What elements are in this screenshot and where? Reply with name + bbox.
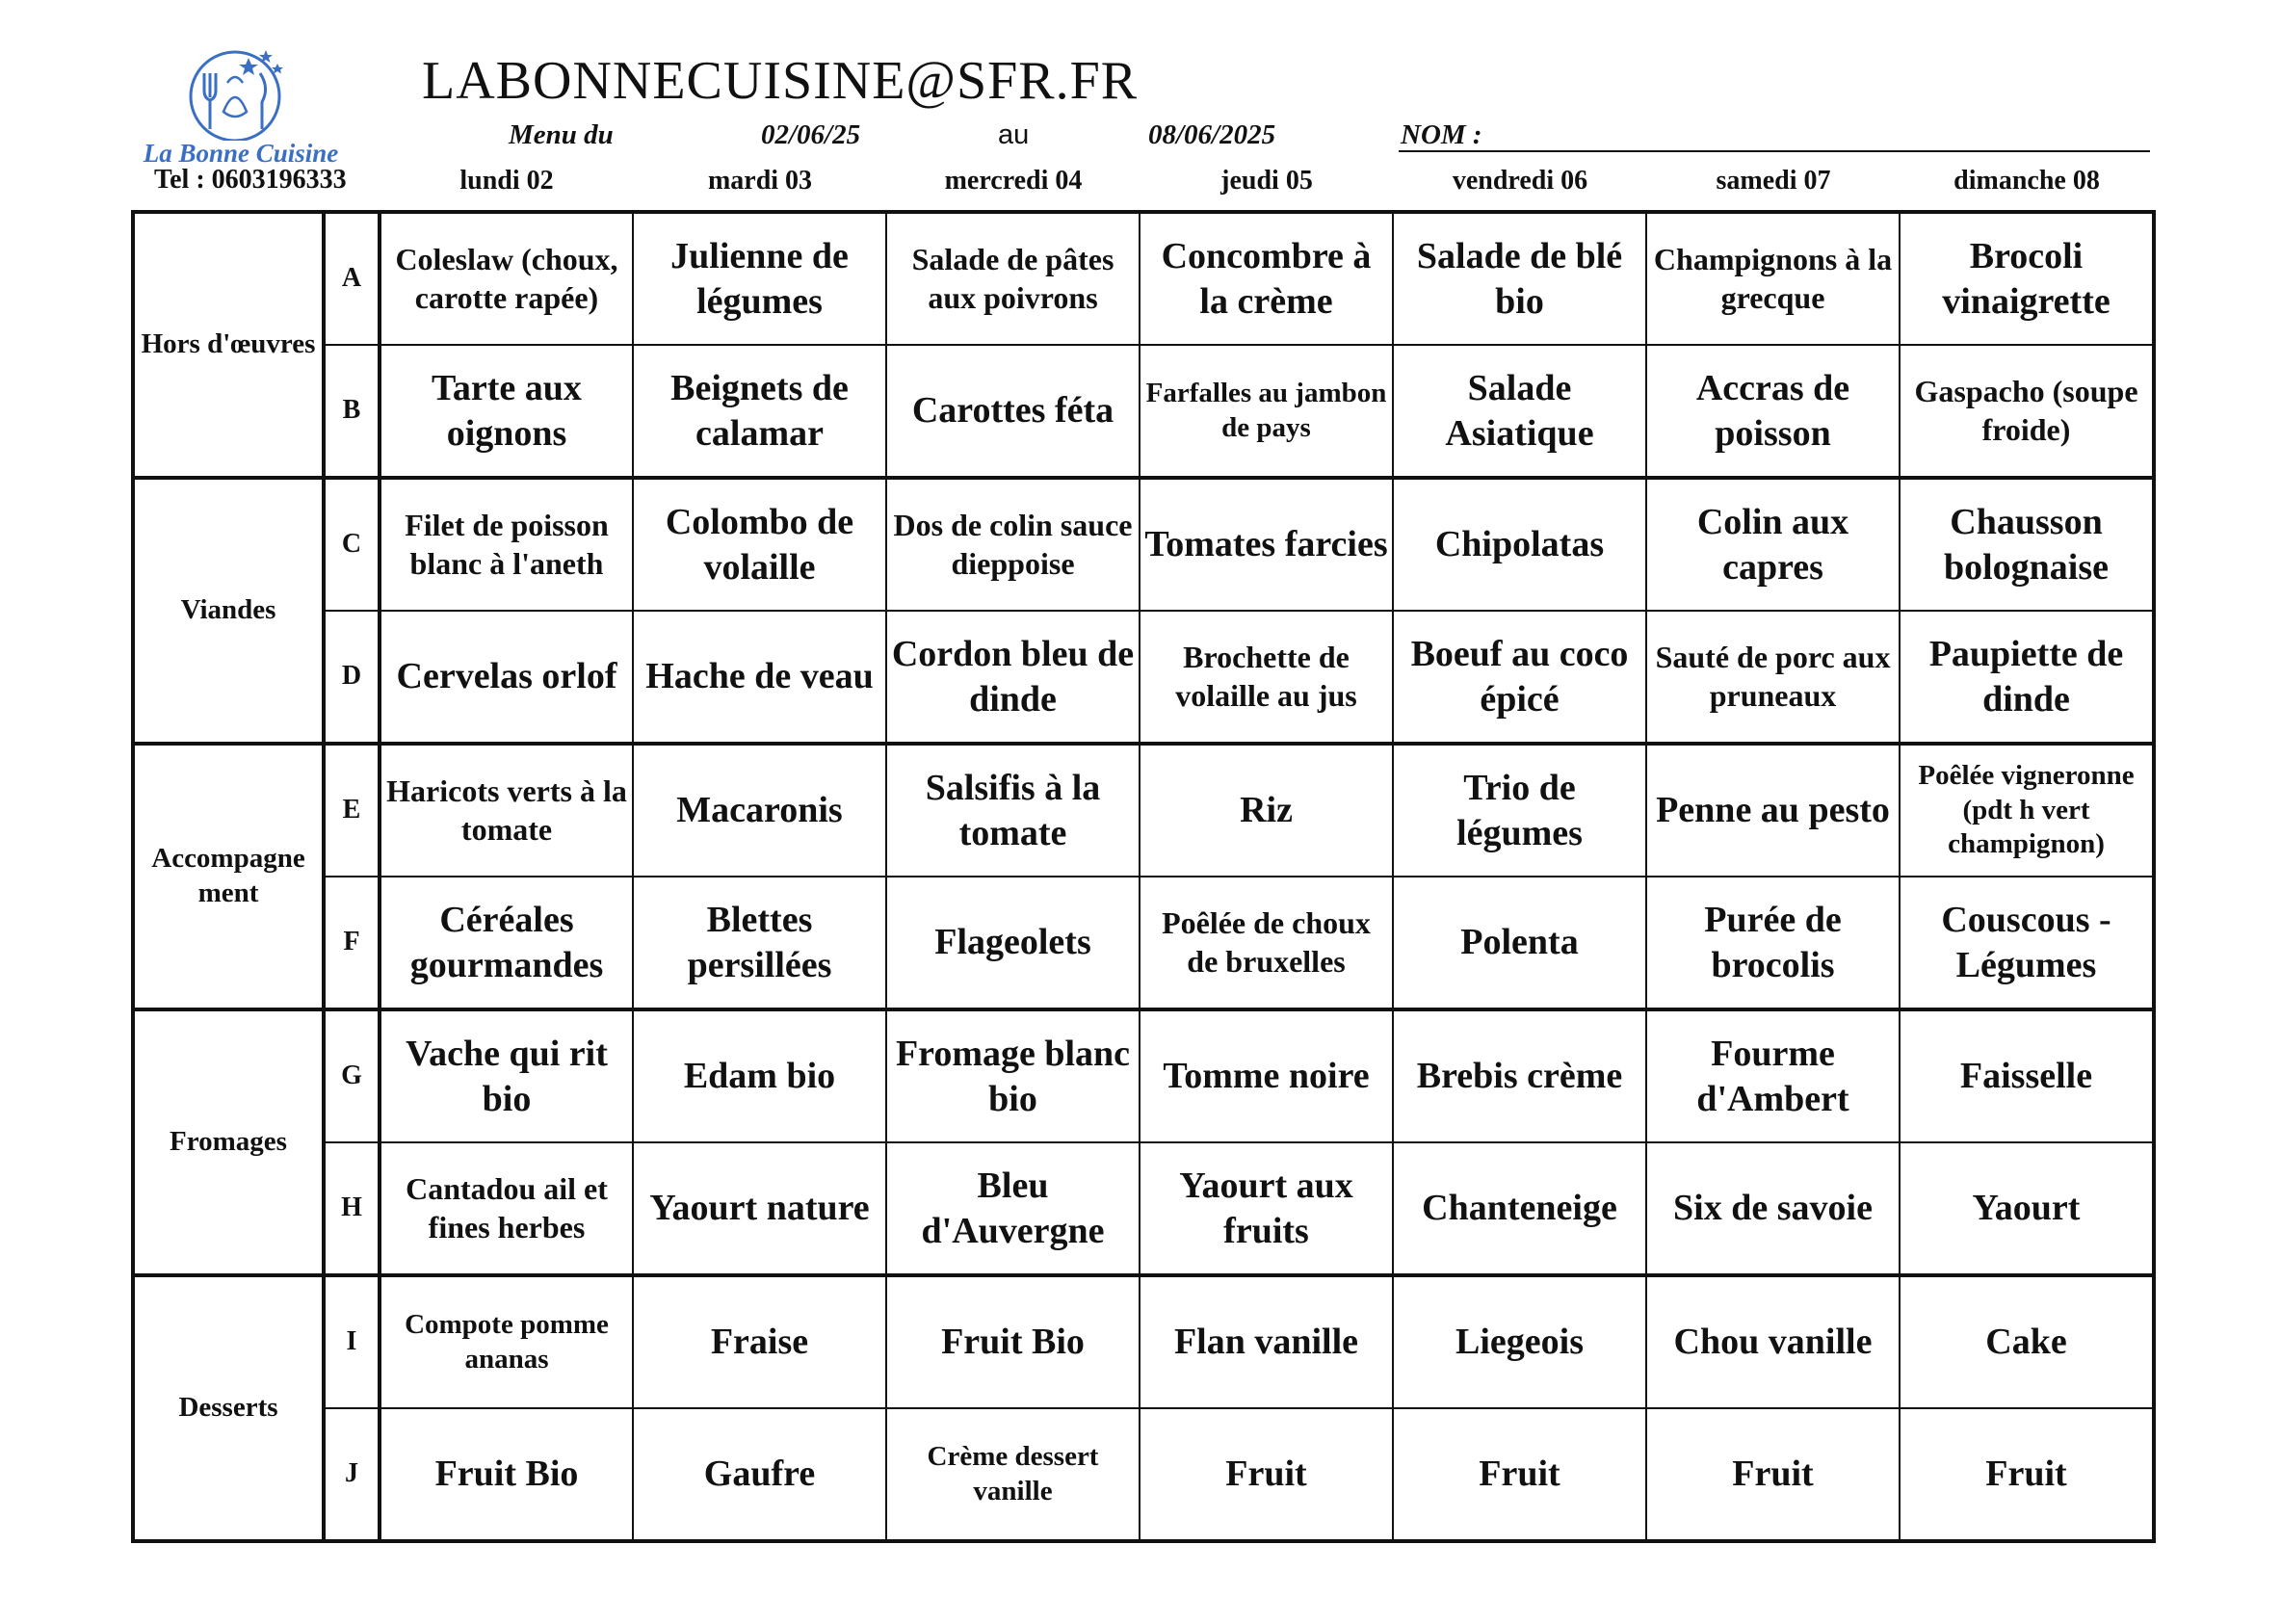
dish-cell: Carottes féta [886,345,1140,478]
dish-cell: Cake [1900,1275,2154,1408]
dish-cell: Tomates farcies [1140,478,1393,611]
dish-cell: Edam bio [633,1009,886,1142]
dish-cell: Sauté de porc aux pruneaux [1646,611,1900,744]
row-letter: A [324,212,380,345]
dish-cell: Yaourt aux fruits [1140,1142,1393,1275]
dish-cell: Fromage blanc bio [886,1009,1140,1142]
row-letter: H [324,1142,380,1275]
dish-cell: Riz [1140,744,1393,877]
category-label: Hors d'œuvres [133,212,324,478]
menu-label: Menu du [509,119,614,150]
day-header: dimanche 08 [1953,166,2100,196]
date-from: 02/06/25 [761,119,861,150]
phone-number: Tel : 0603196333 [154,165,347,195]
dish-cell: Salsifis à la tomate [886,744,1140,877]
dish-cell: Brocoli vinaigrette [1900,212,2154,345]
row-letter: I [324,1275,380,1408]
site-title: LABONNECUISINE@SFR.FR [422,51,1139,111]
dish-cell: Salade Asiatique [1393,345,1646,478]
dish-cell: Haricots verts à la tomate [380,744,633,877]
category-label: Viandes [133,478,324,744]
category-label: Fromages [133,1009,324,1275]
dish-cell: Purée de brocolis [1646,877,1900,1009]
dish-cell: Liegeois [1393,1275,1646,1408]
dish-cell: Bleu d'Auvergne [886,1142,1140,1275]
row-letter: G [324,1009,380,1142]
dish-cell: Concombre à la crème [1140,212,1393,345]
dish-cell: Macaronis [633,744,886,877]
dish-cell: Chou vanille [1646,1275,1900,1408]
category-label: Accompagne ment [133,744,324,1009]
dish-cell: Fruit [1140,1408,1393,1541]
dish-cell: Flageolets [886,877,1140,1009]
nom-underline [1399,150,2150,152]
dish-cell: Cervelas orlof [380,611,633,744]
dish-cell: Chipolatas [1393,478,1646,611]
dish-cell: Farfalles au jambon de pays [1140,345,1393,478]
dish-cell: Coleslaw (choux, carotte rapée) [380,212,633,345]
dish-cell: Fraise [633,1275,886,1408]
dish-cell: Crème dessert vanille [886,1408,1140,1541]
dish-cell: Vache qui rit bio [380,1009,633,1142]
dish-cell: Yaourt nature [633,1142,886,1275]
dish-cell: Gaufre [633,1408,886,1541]
category-label: Desserts [133,1275,324,1541]
dish-cell: Accras de poisson [1646,345,1900,478]
dish-cell: Couscous - Légumes [1900,877,2154,1009]
au-label: au [998,119,1030,150]
dish-cell: Brochette de volaille au jus [1140,611,1393,744]
logo-text: La Bonne Cuisine [143,139,339,168]
dish-cell: Beignets de calamar [633,345,886,478]
nom-label: NOM : [1401,119,1482,150]
day-header: lundi 02 [459,166,554,196]
row-letter: D [324,611,380,744]
dish-cell: Cordon bleu de dinde [886,611,1140,744]
dish-cell: Chausson bolognaise [1900,478,2154,611]
dish-cell: Fruit [1393,1408,1646,1541]
row-letter: B [324,345,380,478]
dish-cell: Dos de colin sauce dieppoise [886,478,1140,611]
dish-cell: Julienne de légumes [633,212,886,345]
dish-cell: Fruit Bio [380,1408,633,1541]
dish-cell: Brebis crème [1393,1009,1646,1142]
day-header: mercredi 04 [944,166,1083,196]
dish-cell: Cantadou ail et fines herbes [380,1142,633,1275]
dish-cell: Six de savoie [1646,1142,1900,1275]
dish-cell: Fruit Bio [886,1275,1140,1408]
dish-cell: Paupiette de dinde [1900,611,2154,744]
row-letter: J [324,1408,380,1541]
dish-cell: Colin aux capres [1646,478,1900,611]
dish-cell: Flan vanille [1140,1275,1393,1408]
dish-cell: Colombo de volaille [633,478,886,611]
dish-cell: Filet de poisson blanc à l'aneth [380,478,633,611]
dish-cell: Penne au pesto [1646,744,1900,877]
dish-cell: Yaourt [1900,1142,2154,1275]
dish-cell: Boeuf au coco épicé [1393,611,1646,744]
dish-cell: Champignons à la grecque [1646,212,1900,345]
dish-cell: Poêlée de choux de bruxelles [1140,877,1393,1009]
dish-cell: Gaspacho (soupe froide) [1900,345,2154,478]
logo [135,44,347,174]
day-header: jeudi 05 [1220,166,1313,196]
dish-cell: Fruit [1900,1408,2154,1541]
dish-cell: Salade de pâtes aux poivrons [886,212,1140,345]
dish-cell: Blettes persillées [633,877,886,1009]
dish-cell: Trio de légumes [1393,744,1646,877]
menu-table [131,210,2156,1543]
dish-cell: Céréales gourmandes [380,877,633,1009]
day-header: samedi 07 [1716,166,1831,196]
row-letter: E [324,744,380,877]
dish-cell: Hache de veau [633,611,886,744]
row-letter: F [324,877,380,1009]
day-header: mardi 03 [707,166,813,196]
date-to: 08/06/2025 [1148,119,1276,150]
dish-cell: Compote pomme ananas [380,1275,633,1408]
dish-cell: Salade de blé bio [1393,212,1646,345]
dish-cell: Fourme d'Ambert [1646,1009,1900,1142]
dish-cell: Tarte aux oignons [380,345,633,478]
dish-cell: Tomme noire [1140,1009,1393,1142]
dish-cell: Poêlée vigneronne (pdt h vert champignon) [1900,744,2154,877]
dish-cell: Chanteneige [1393,1142,1646,1275]
row-letter: C [324,478,380,611]
dish-cell: Faisselle [1900,1009,2154,1142]
dish-cell: Fruit [1646,1408,1900,1541]
day-header: vendredi 06 [1452,166,1588,196]
dish-cell: Polenta [1393,877,1646,1009]
chef-logo-icon [135,44,347,141]
